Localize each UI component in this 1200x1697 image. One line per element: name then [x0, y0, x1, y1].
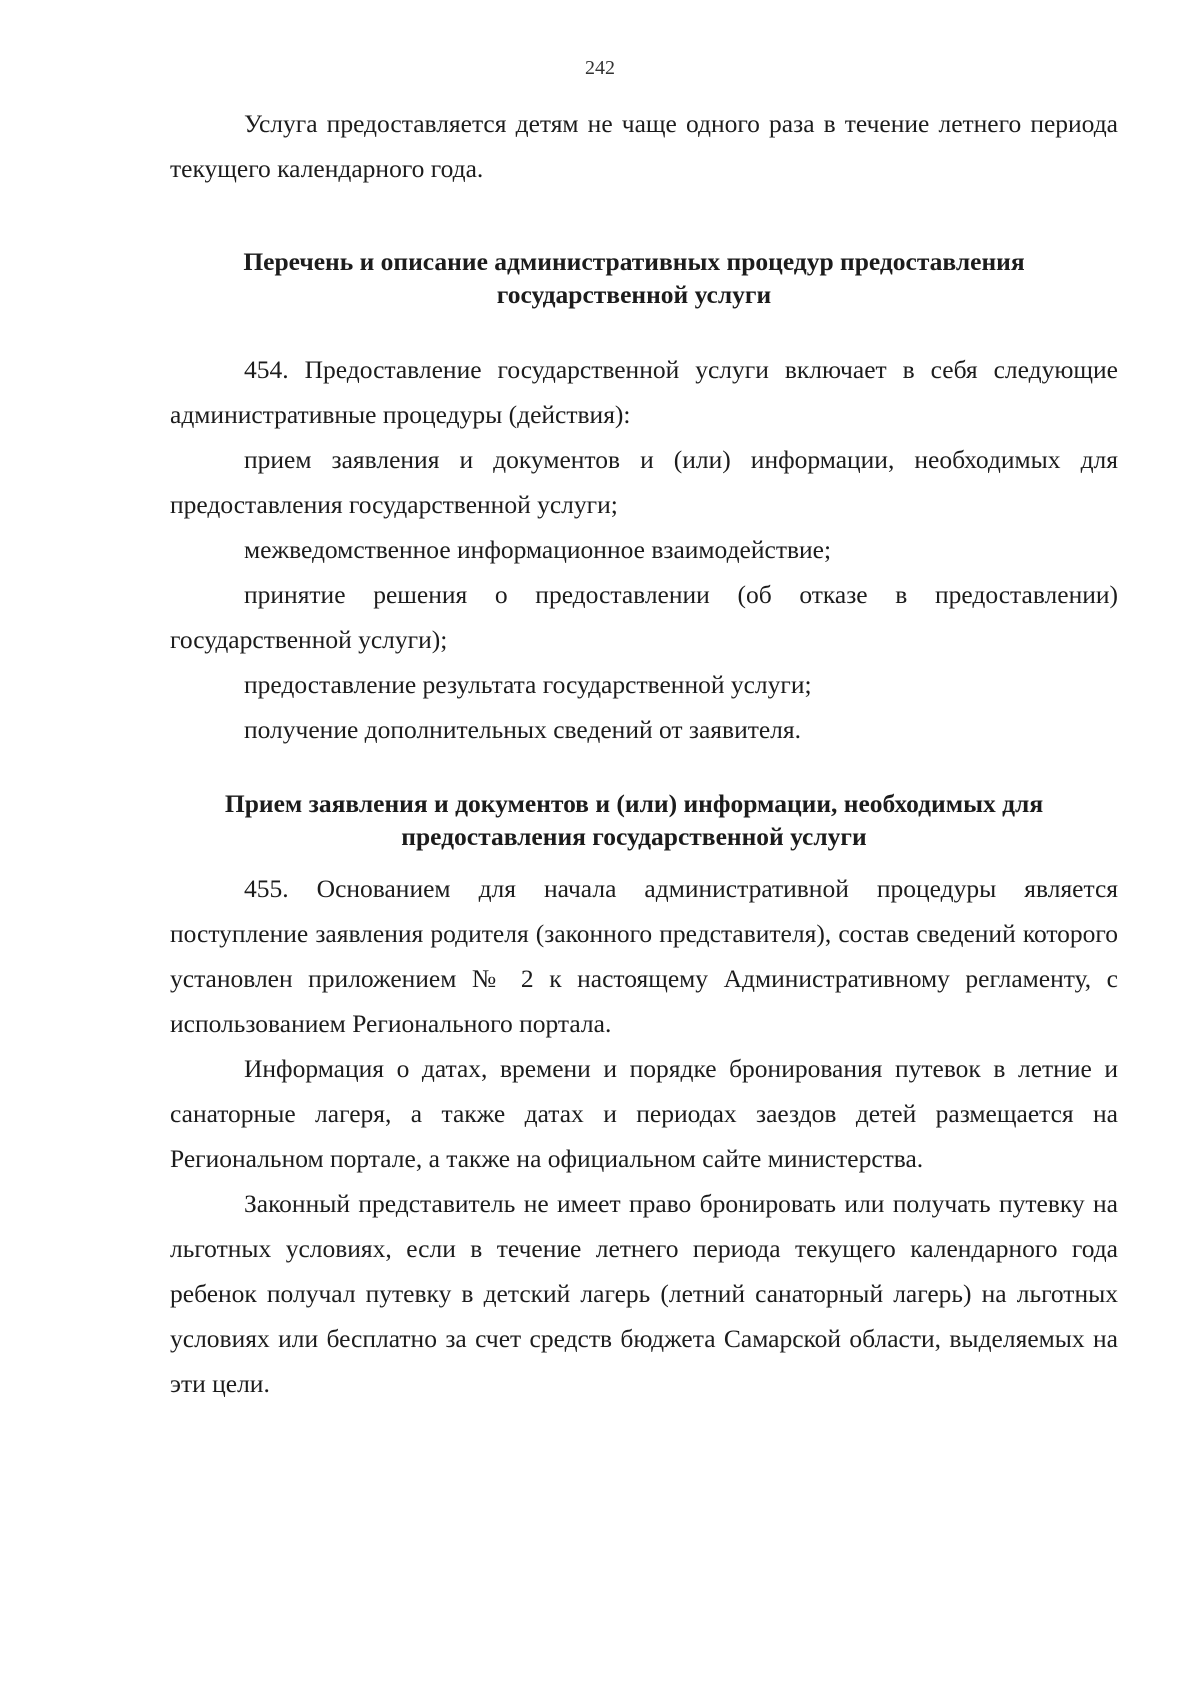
list-item: предоставление результата государственной услуги;	[244, 670, 812, 699]
section-heading-line: предоставления государственной услуги	[401, 822, 867, 851]
paragraph-454: 454. Предоставление государственной услуги включает в себя следующие административные процедуры (действия):	[170, 355, 1118, 429]
paragraph-legal-representative: Законный представитель не имеет право бронировать или получать путевку на льготных условиях, если в течение летнего периода текущего календарного года ребенок получал путевку в детский лагерь (летний санаторный лагерь) на льготных условиях или бесплатно за счет средств бюджета Самарской области, выделяемых на эти цели.	[170, 1189, 1118, 1398]
intro-paragraph: Услуга предоставляется детям не чаще одного раза в течение летнего периода текущего календарного года.	[170, 109, 1118, 183]
list-item: принятие решения о предоставлении (об отказе в предоставлении) государственной услуги);	[170, 580, 1118, 654]
page-number: 242	[585, 57, 615, 79]
section-heading-line: Перечень и описание административных процедур предоставления	[243, 247, 1025, 276]
list-item: прием заявления и документов и (или) информации, необходимых для предоставления государственной услуги;	[170, 445, 1118, 519]
paragraph-455: 455. Основанием для начала административной процедуры является поступление заявления родителя (законного представителя), состав сведений которого установлен приложением № 2 к настоящему Административному регламенту, с использованием Регионального портала.	[170, 874, 1118, 1038]
reception-block	[170, 866, 1118, 1406]
paragraph-booking-info: Информация о датах, времени и порядке бронирования путевок в летние и санаторные лагеря, а также датах и периодах заездов детей размещается на Региональном портале, а также на официальном сайте министерства.	[170, 1054, 1118, 1173]
section-heading-reception	[150, 787, 1118, 853]
section-heading-line: государственной услуги	[496, 280, 772, 309]
procedures-block	[170, 347, 1118, 752]
list-item: межведомственное информационное взаимодействие;	[244, 535, 832, 564]
list-item: получение дополнительных сведений от заявителя.	[244, 715, 802, 744]
section-heading-procedures	[150, 245, 1118, 311]
intro-block	[170, 101, 1118, 191]
section-heading-line: Прием заявления и документов и (или) информации, необходимых для	[224, 789, 1044, 818]
